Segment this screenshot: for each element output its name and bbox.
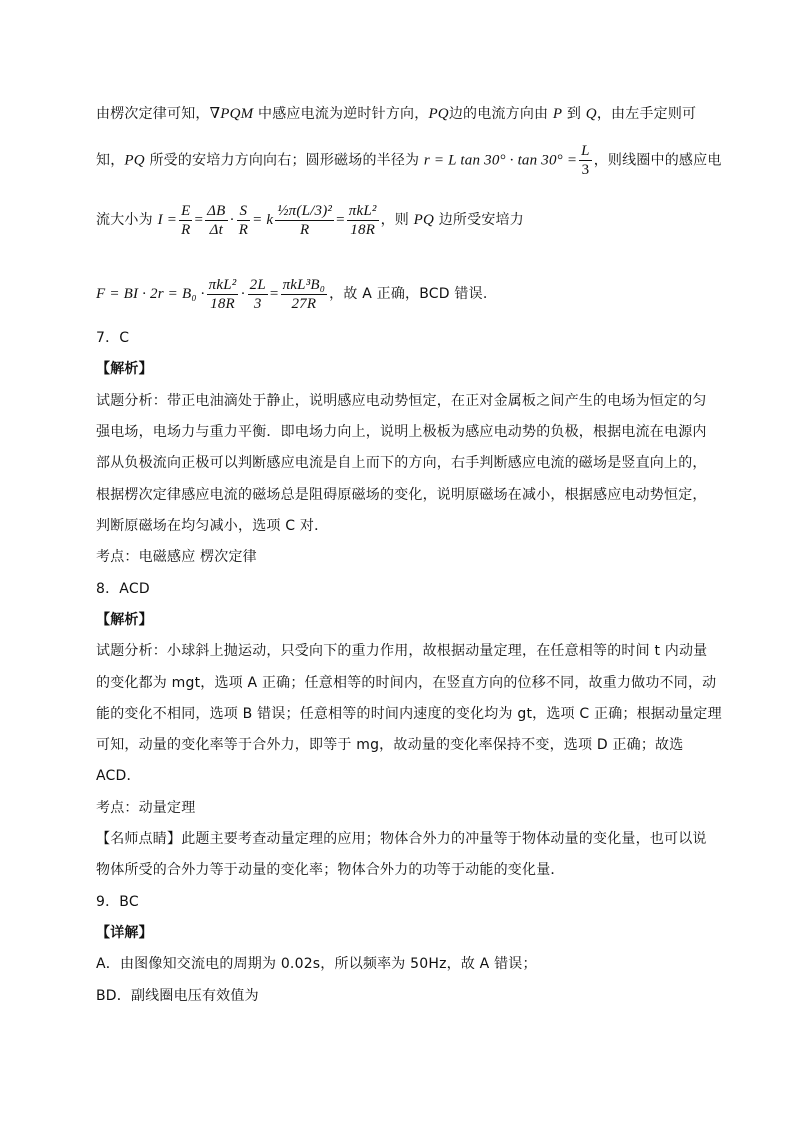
q7-kaodian: 考点：电磁感应 楞次定律 [96, 549, 257, 565]
text: 流大小为 [96, 212, 153, 228]
fraction: $\frac{2L}{3}$ [249, 276, 266, 312]
formula-part: = [269, 286, 279, 302]
text: 到 [562, 106, 586, 122]
q7-line-3: 部从负极流向正极可以判断感应电流是自上而下的方向，右手判断感应电流的磁场是竖直向上的， [96, 455, 707, 471]
q8-line-4: 可知，动量的变化率等于合外力，即等于 mg，故动量的变化率保持不变，选项 D 正确；故选 [96, 737, 684, 753]
text: 所受的安培力方向向右；圆形磁场的半径为 [144, 152, 424, 169]
text: 中感应电流为逆时针方向， [253, 106, 429, 122]
radius-formula: r = L tan 30° · tan 30° = [423, 152, 578, 169]
text: 边的电流方向由 [448, 106, 553, 122]
segment-pq: PQ [124, 152, 145, 169]
text: ，由左手定则可 [596, 106, 697, 122]
q8-line-1: 试题分析：小球斜上抛运动，只受向下的重力作用，故根据动量定理，在任意相等的时间 t 内动量 [96, 643, 708, 659]
solution-line-1 [96, 104, 696, 124]
fraction: $\frac{S}{R}$ [238, 202, 249, 238]
force-formula: F = BI · 2r = B₀ · [96, 286, 205, 302]
fraction: $\frac{\Delta B}{\Delta t}$ [207, 202, 226, 238]
q7-line-1: 试题分析：带正电油滴处于静止，说明感应电动势恒定，在正对金属板之间产生的电场为恒定的匀 [96, 393, 707, 409]
text: ，故 A 正确，BCD 错误. [329, 286, 488, 302]
q8-kaodian: 考点：动量定理 [96, 800, 196, 816]
q8-tip-line-1: 【名师点睛】此题主要考查动量定理的应用；物体合外力的冲量等于物体动量的变化量，也可以说 [96, 831, 707, 847]
point-q: Q [585, 106, 597, 122]
segment-pq: PQ [413, 212, 435, 228]
answer-number-7: 7．C [96, 330, 130, 346]
q8-line-5: ACD． [96, 768, 141, 784]
formula-part: = [336, 212, 345, 228]
solution-line-3 [96, 190, 524, 250]
formula-part: I = [157, 212, 178, 228]
fraction: $\frac{\text{πkL³B₀}}{27R}$ [282, 276, 326, 312]
analysis-tag: 【解析】 [96, 612, 153, 628]
text: 由楞次定律可知， [96, 106, 210, 122]
answer-number-9: 9．BC [96, 894, 139, 910]
point-p: P [552, 106, 563, 122]
formula-part: = [194, 212, 204, 228]
solution-line-4 [96, 272, 487, 316]
text: 知， [96, 152, 125, 169]
q9-line-1: A．由图像知交流电的周期为 0.02s，所以频率为 50Hz，故 A 错误； [96, 956, 537, 972]
segment-pq: PQ [428, 106, 449, 122]
q7-line-2: 强电场，电场力与重力平衡．即电场力向上，说明上极板为感应电动势的负极，根据电流在电源内 [96, 424, 707, 440]
q8-line-3: 能的变化不相同，选项 B 错误；任意相等的时间内速度的变化均为 gt，选项 C 正确；根据动量定理 [96, 706, 722, 722]
q7-line-5: 判断原磁场在均匀减小，选项 C 对． [96, 518, 329, 534]
detail-tag: 【详解】 [96, 925, 153, 941]
text: ，则线圈中的感应电 [593, 152, 722, 169]
fraction: $\frac{L}{3}$ [581, 143, 590, 178]
fraction: $\frac{E}{R}$ [181, 202, 191, 238]
formula-part: · [229, 212, 235, 228]
formula-part: · [240, 286, 246, 302]
q9-line-2: BD．副线圈电压有效值为 [96, 988, 259, 1004]
solution-line-2 [96, 142, 722, 179]
triangle-symbol: ∇PQM [209, 106, 254, 122]
q7-line-4: 根据楞次定律感应电流的磁场总是阻碍原磁场的变化，说明原磁场在减小，根据感应电动势恒定， [96, 487, 707, 503]
fraction: $\frac{\text{½π(L/3)²}}{R}$ [277, 202, 333, 238]
q8-tip-line-2: 物体所受的合外力等于动量的变化率；物体合外力的功等于动能的变化量． [96, 862, 565, 878]
fraction: $\frac{\text{πkL²}}{18R}$ [208, 276, 237, 312]
answer-number-8: 8．ACD [96, 581, 150, 597]
fraction: $\frac{\text{πkL²}}{18R}$ [348, 202, 377, 238]
text: 边所受安培力 [434, 212, 524, 228]
analysis-tag: 【解析】 [96, 361, 153, 377]
text: ，则 [380, 212, 414, 228]
formula-part: = k [252, 212, 274, 228]
q8-line-2: 的变化都为 mgt，选项 A 正确；任意相等的时间内，在竖直方向的位移不同，故重力做功不同，动 [96, 675, 717, 691]
